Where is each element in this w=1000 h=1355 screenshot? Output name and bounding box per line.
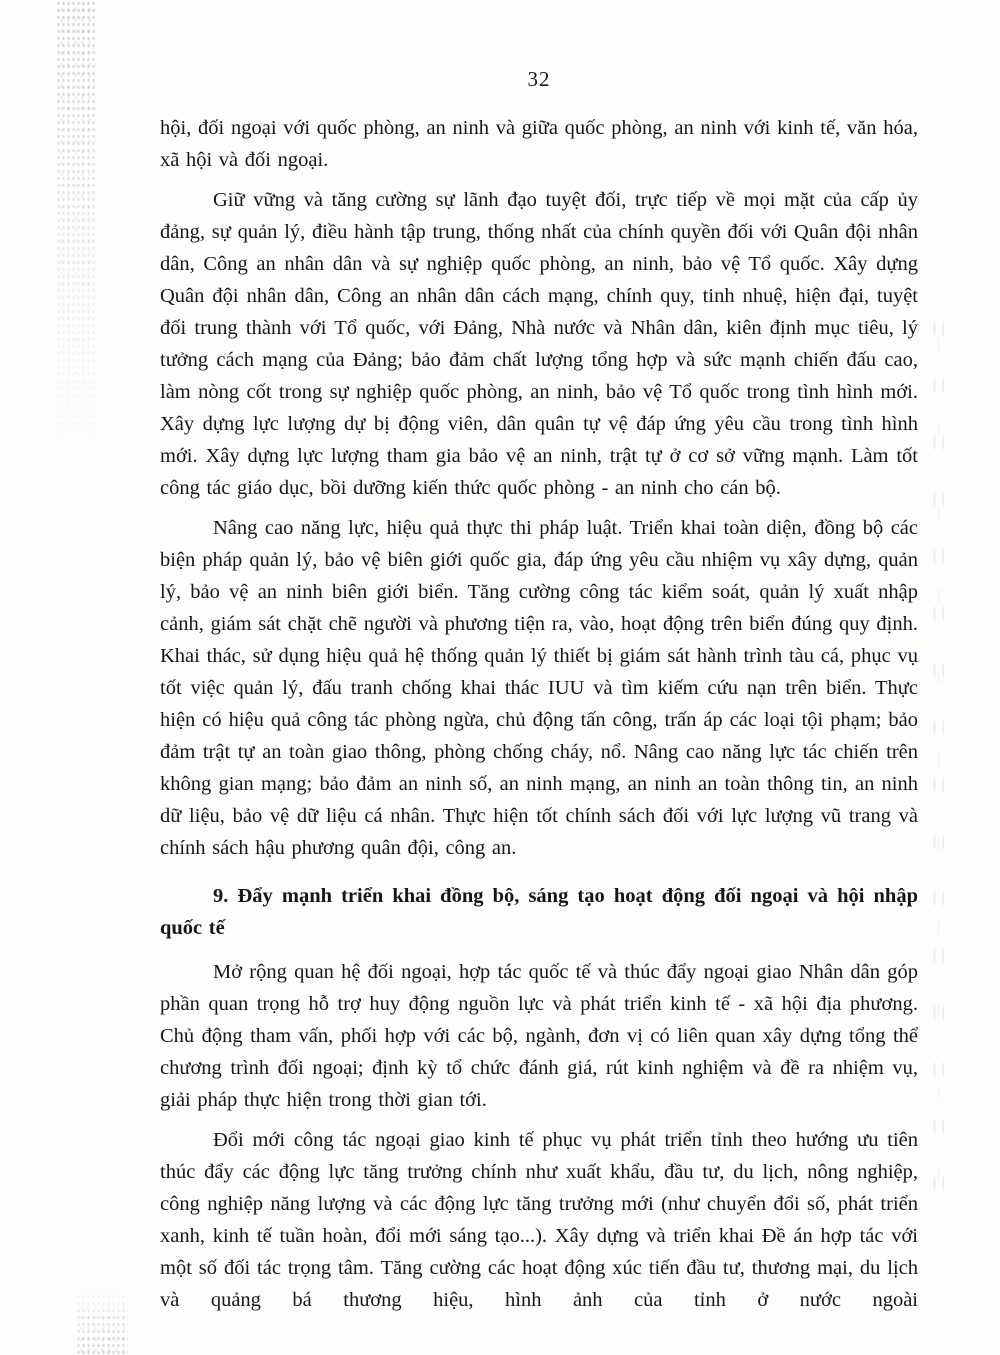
continuation-paragraph: hội, đối ngoại với quốc phòng, an ninh và giữa quốc phòng, an ninh với kinh tế, văn hóa, xã hội và đối ngoại. (160, 117, 918, 171)
scan-noise-top-left (56, 0, 96, 470)
paragraph-law-enforcement: Nâng cao năng lực, hiệu quả thực thi pháp luật. Triển khai toàn diện, đồng bộ các biện pháp quản lý, bảo vệ biên giới quốc gia, đáp ứng yêu cầu nhiệm vụ xây dựng, quản lý, bảo vệ an ninh biên giới biển. Tăng cường công tác kiểm soát, quản lý xuất nhập cảnh, giám sát chặt chẽ người và phương tiện ra, vào, hoạt động trên biển đúng quy định. Khai thác, sử dụng hiệu quả hệ thống quản lý thiết bị giám sát hành trình tàu cá, phục vụ tốt việc quản lý, đấu tranh chống khai thác IUU và tìm kiếm cứu nạn trên biển. Thực hiện có hiệu quả công tác phòng ngừa, chủ động tấn công, trấn áp các loại tội phạm; bảo đảm trật tự an toàn giao thông, phòng chống cháy, nổ. Nâng cao năng lực tác chiến trên không gian mạng; bảo đảm an ninh số, an ninh mạng, an ninh an toàn thông tin, an ninh dữ liệu, bảo vệ dữ liệu cá nhân. Thực hiện tốt chính sách đối với lực lượng vũ trang và chính sách hậu phương quân đội, công an. (160, 517, 918, 859)
paragraph-economic-diplomacy: Đổi mới công tác ngoại giao kinh tế phục vụ phát triển tỉnh theo hướng ưu tiên thúc đẩy các động lực tăng trưởng chính như xuất khẩu, đầu tư, du lịch, nông nghiệp, công nghiệp năng lượng và các động lực tăng trưởng mới (như chuyển đổi số, phát triển xanh, kinh tế tuần hoàn, đổi mới sáng tạo...). Xây dựng và triển khai Đề án hợp tác với một số đối tác trọng tâm. Tăng cường các hoạt động xúc tiến đầu tư, thương mại, du lịch và quảng bá thương hiệu, hình ảnh của tỉnh ở nước ngoài (160, 1129, 918, 1311)
scan-noise-right-edge (930, 300, 944, 1200)
paragraph-foreign-relations: Mở rộng quan hệ đối ngoại, hợp tác quốc tế và thúc đẩy ngoại giao Nhân dân góp phần quan trọng hỗ trợ huy động nguồn lực và phát triển kinh tế - xã hội địa phương. Chủ động tham vấn, phối hợp với các bộ, ngành, đơn vị có liên quan xây dựng tổng thể chương trình đối ngoại; định kỳ tổ chức đánh giá, rút kinh nghiệm và đề ra nhiệm vụ, giải pháp thực hiện trong thời gian tới. (160, 961, 918, 1111)
page-content (160, 64, 918, 1324)
page-number: 32 (527, 67, 551, 91)
section-heading-9: 9. Đẩy mạnh triển khai đồng bộ, sáng tạo hoạt động đối ngoại và hội nhập quốc tế (160, 885, 918, 939)
paragraph-defense-leadership: Giữ vững và tăng cường sự lãnh đạo tuyệt đối, trực tiếp về mọi mặt của cấp ủy đảng, sự quản lý, điều hành tập trung, thống nhất của chính quyền đối với Quân đội nhân dân, Công an nhân dân và sự nghiệp quốc phòng, an ninh, bảo vệ Tổ quốc. Xây dựng Quân đội nhân dân, Công an nhân dân cách mạng, chính quy, tinh nhuệ, hiện đại, tuyệt đối trung thành với Tổ quốc, với Đảng, Nhà nước và Nhân dân, kiên định mục tiêu, lý tưởng cách mạng của Đảng; bảo đảm chất lượng tổng hợp và sức mạnh chiến đấu cao, làm nòng cốt trong sự nghiệp quốc phòng, an ninh, bảo vệ Tổ quốc trong tình hình mới. Xây dựng lực lượng dự bị động viên, dân quân tự vệ đáp ứng yêu cầu trong tình hình mới. Xây dựng lực lượng tham gia bảo vệ an ninh, trật tự ở cơ sở vững mạnh. Làm tốt công tác giáo dục, bồi dưỡng kiến thức quốc phòng - an ninh cho cán bộ. (160, 189, 918, 499)
scan-noise-bottom-left (76, 1286, 128, 1355)
